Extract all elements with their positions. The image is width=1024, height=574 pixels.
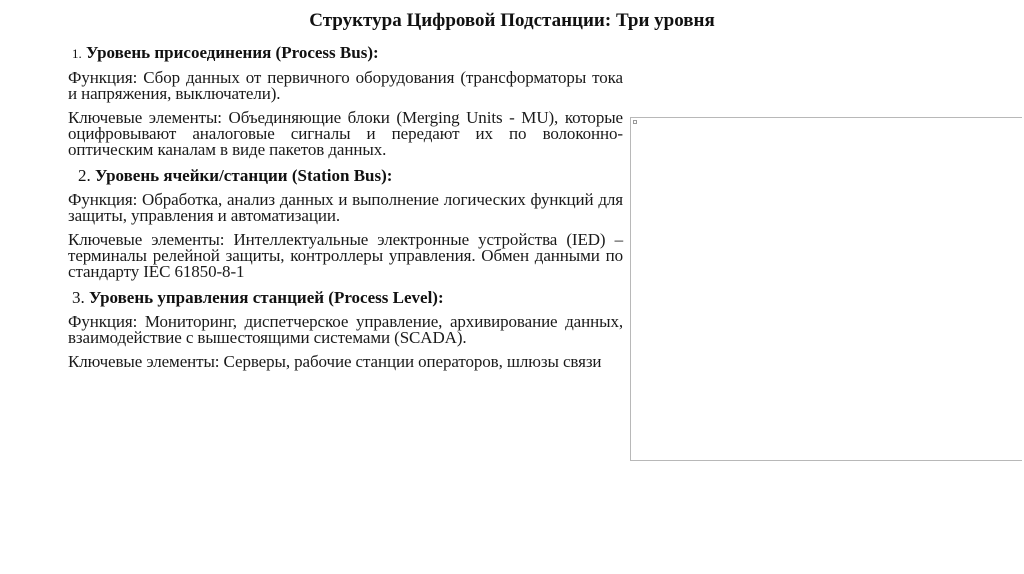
level-1-section xyxy=(68,43,623,158)
level-2-key-elements: Ключевые элементы: Интеллектуальные электронные устройства (IED) – терминалы релейной защиты, контроллеры управления. Обмен данными по стандарту IEC 61850-8-1 xyxy=(68,230,623,281)
image-placeholder xyxy=(630,117,1022,461)
level-1-key-elements: Ключевые элементы: Объединяющие блоки (Merging Units - MU), которые оцифровывают аналоговые сигналы и передают их по волоконно-оптическим каналам в виде пакетов данных. xyxy=(68,108,623,159)
level-3-title: Уровень управления станцией (Process Level): xyxy=(89,288,444,307)
level-1-heading xyxy=(68,43,623,64)
broken-image-icon xyxy=(633,120,637,124)
level-3-heading xyxy=(68,288,623,308)
level-2-heading xyxy=(68,166,623,186)
level-1-function: Функция: Сбор данных от первичного оборудования (трансформаторы тока и напряжения, выключатели). xyxy=(68,68,623,103)
level-2-number: 2. xyxy=(78,166,91,185)
level-2-section xyxy=(68,166,623,280)
level-2-title: Уровень ячейки/станции (Station Bus): xyxy=(95,166,393,185)
level-2-function: Функция: Обработка, анализ данных и выполнение логических функций для защиты, управления и автоматизации. xyxy=(68,190,623,225)
level-1-number: 1. xyxy=(72,46,82,61)
content-text-block xyxy=(68,43,623,378)
level-3-section xyxy=(68,288,623,370)
level-3-key-elements: Ключевые элементы: Серверы, рабочие станции операторов, шлюзы связи xyxy=(68,352,602,371)
level-3-number: 3. xyxy=(72,288,85,307)
slide-title: Структура Цифровой Подстанции: Три уровня xyxy=(309,10,715,31)
level-1-title: Уровень присоединения (Process Bus): xyxy=(86,43,379,62)
level-3-function: Функция: Мониторинг, диспетчерское управление, архивирование данных, взаимодействие с вышестоящими системами (SCADA). xyxy=(68,312,623,347)
